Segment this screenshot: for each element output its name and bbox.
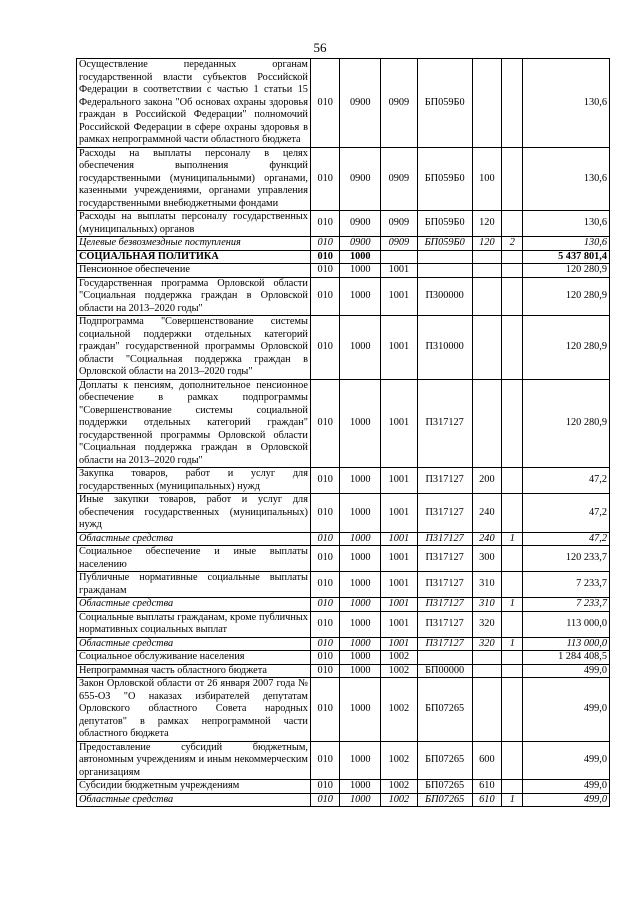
amount-cell: 120 280,9 [523,264,610,278]
expense-type-cell: 240 [472,494,501,533]
table-row [77,637,610,651]
funding-source-cell [502,59,523,148]
ministry-code-cell: 010 [310,651,339,665]
target-article-cell: БП059Б0 [417,211,472,237]
ministry-code-cell: 010 [310,468,339,494]
target-article-cell: П317127 [417,611,472,637]
funding-source-cell: 1 [502,793,523,807]
subsection-code-cell: 1001 [381,277,418,316]
row-name-cell: Областные средства [77,598,311,612]
subsection-code-cell: 1001 [381,532,418,546]
section-code-cell: 1000 [340,250,381,264]
amount-cell: 120 280,9 [523,379,610,468]
section-code-cell: 0900 [340,211,381,237]
ministry-code-cell: 010 [310,780,339,794]
target-article-cell: БП07265 [417,793,472,807]
amount-cell: 499,0 [523,664,610,678]
subsection-code-cell: 1002 [381,678,418,742]
subsection-code-cell: 1001 [381,611,418,637]
section-code-cell: 1000 [340,780,381,794]
target-article-cell: БП07265 [417,678,472,742]
ministry-code-cell: 010 [310,572,339,598]
table-row [77,598,610,612]
row-name-cell: Пенсионное обеспечение [77,264,311,278]
funding-source-cell [502,494,523,533]
section-code-cell: 1000 [340,598,381,612]
amount-cell: 120 233,7 [523,546,610,572]
expense-type-cell: 200 [472,468,501,494]
funding-source-cell [502,264,523,278]
section-code-cell: 1000 [340,316,381,380]
table-row [77,546,610,572]
amount-cell: 499,0 [523,678,610,742]
row-name-cell: Закон Орловской области от 26 января 2007 года № 655-ОЗ "О наказах избирателей депутатам Орловского областного Совета народных депутатов" в рамках непрограммной части областного бюджета [77,678,311,742]
section-code-cell: 1000 [340,546,381,572]
row-name-cell: Социальные выплаты гражданам, кроме публичных нормативных социальных выплат [77,611,311,637]
target-article-cell: БП00000 [417,664,472,678]
expense-type-cell: 300 [472,546,501,572]
target-article-cell [417,250,472,264]
section-code-cell: 0900 [340,59,381,148]
funding-source-cell [502,651,523,665]
row-name-cell: Государственная программа Орловской области "Социальная поддержка граждан в Орловской области на 2013–2020 годы" [77,277,311,316]
ministry-code-cell: 010 [310,611,339,637]
section-code-cell: 1000 [340,664,381,678]
table-row [77,277,610,316]
funding-source-cell: 1 [502,598,523,612]
amount-cell: 47,2 [523,494,610,533]
section-code-cell: 1000 [340,611,381,637]
target-article-cell: П317127 [417,468,472,494]
ministry-code-cell: 010 [310,598,339,612]
target-article-cell: БП059Б0 [417,59,472,148]
target-article-cell: П300000 [417,277,472,316]
subsection-code-cell: 0909 [381,211,418,237]
amount-cell: 47,2 [523,468,610,494]
ministry-code-cell: 010 [310,494,339,533]
section-code-cell: 1000 [340,741,381,780]
row-name-cell: Доплаты к пенсиям, дополнительное пенсионное обеспечение в рамках подпрограммы "Совершенствование системы социальной поддержки отдельных категорий граждан" государственной программы Орловской области "Социальная поддержка граждан в Орловской области на 2013–2020 годы" [77,379,311,468]
table-row [77,651,610,665]
funding-source-cell [502,741,523,780]
table-row [77,664,610,678]
table-row [77,316,610,380]
expense-type-cell: 320 [472,611,501,637]
funding-source-cell [502,678,523,742]
expense-type-cell [472,277,501,316]
expense-type-cell: 100 [472,147,501,211]
amount-cell: 7 233,7 [523,572,610,598]
subsection-code-cell [381,250,418,264]
row-name-cell: Социальное обеспечение и иные выплаты населению [77,546,311,572]
target-article-cell [417,264,472,278]
section-code-cell: 0900 [340,237,381,251]
table-row [77,147,610,211]
ministry-code-cell: 010 [310,793,339,807]
target-article-cell: П317127 [417,379,472,468]
row-name-cell: Иные закупки товаров, работ и услуг для обеспечения государственных (муниципальных) нужд [77,494,311,533]
section-code-cell: 1000 [340,572,381,598]
table-row [77,678,610,742]
subsection-code-cell: 0909 [381,147,418,211]
budget-table [76,58,610,807]
expense-type-cell: 120 [472,211,501,237]
table-row [77,741,610,780]
table-row [77,379,610,468]
target-article-cell: П317127 [417,637,472,651]
funding-source-cell [502,780,523,794]
ministry-code-cell: 010 [310,211,339,237]
funding-source-cell [502,147,523,211]
table-row [77,494,610,533]
funding-source-cell [502,211,523,237]
subsection-code-cell: 1002 [381,651,418,665]
amount-cell: 130,6 [523,147,610,211]
subsection-code-cell: 1001 [381,598,418,612]
target-article-cell: П317127 [417,494,472,533]
expense-type-cell: 610 [472,780,501,794]
expense-type-cell: 310 [472,598,501,612]
section-code-cell: 1000 [340,277,381,316]
funding-source-cell [502,468,523,494]
amount-cell: 130,6 [523,237,610,251]
amount-cell: 130,6 [523,59,610,148]
row-name-cell: СОЦИАЛЬНАЯ ПОЛИТИКА [77,250,311,264]
expense-type-cell: 240 [472,532,501,546]
ministry-code-cell: 010 [310,379,339,468]
target-article-cell: БП059Б0 [417,237,472,251]
funding-source-cell [502,277,523,316]
expense-type-cell [472,678,501,742]
amount-cell: 499,0 [523,793,610,807]
amount-cell: 7 233,7 [523,598,610,612]
funding-source-cell [502,664,523,678]
funding-source-cell [502,572,523,598]
amount-cell: 1 284 408,5 [523,651,610,665]
target-article-cell: П317127 [417,546,472,572]
row-name-cell: Субсидии бюджетным учреждениям [77,780,311,794]
row-name-cell: Осуществление переданных органам государственной власти субъектов Российской Федерации в соответствии с частью 1 статьи 15 Федерального закона "Об основах охраны здоровья граждан в Российской Федерации" полномочий Российской Федерации в сфере охраны здоровья в рамках непрограммной части областного бюджета [77,59,311,148]
amount-cell: 113 000,0 [523,611,610,637]
section-code-cell: 1000 [340,637,381,651]
table-row [77,211,610,237]
target-article-cell [417,651,472,665]
subsection-code-cell: 1001 [381,316,418,380]
section-code-cell: 1000 [340,264,381,278]
expense-type-cell [472,250,501,264]
funding-source-cell [502,611,523,637]
section-code-cell: 1000 [340,793,381,807]
ministry-code-cell: 010 [310,264,339,278]
section-code-cell: 1000 [340,651,381,665]
row-name-cell: Расходы на выплаты персоналу в целях обеспечения выполнения функций государственными (муниципальными) органами, казенными учреждениями, органами управления государственными внебюджетными фондами [77,147,311,211]
row-name-cell: Подпрограмма "Совершенствование системы социальной поддержки отдельных категорий граждан" государственной программы Орловской области "Социальная поддержка граждан в Орловской области на 2013–2020 годы" [77,316,311,380]
funding-source-cell [502,250,523,264]
ministry-code-cell: 010 [310,59,339,148]
page-number: 56 [313,40,327,55]
ministry-code-cell: 010 [310,316,339,380]
amount-cell: 499,0 [523,780,610,794]
table-row [77,264,610,278]
ministry-code-cell: 010 [310,147,339,211]
expense-type-cell: 610 [472,793,501,807]
row-name-cell: Социальное обслуживание населения [77,651,311,665]
expense-type-cell [472,379,501,468]
target-article-cell: П310000 [417,316,472,380]
ministry-code-cell: 010 [310,678,339,742]
row-name-cell: Закупка товаров, работ и услуг для государственных (муниципальных) нужд [77,468,311,494]
row-name-cell: Областные средства [77,637,311,651]
subsection-code-cell: 1002 [381,741,418,780]
funding-source-cell: 2 [502,237,523,251]
row-name-cell: Предоставление субсидий бюджетным, автономным учреждениям и иным некоммерческим организациям [77,741,311,780]
subsection-code-cell: 0909 [381,237,418,251]
amount-cell: 120 280,9 [523,316,610,380]
funding-source-cell: 1 [502,532,523,546]
budget-table-body [77,59,610,807]
table-row [77,793,610,807]
table-row [77,250,610,264]
amount-cell: 120 280,9 [523,277,610,316]
row-name-cell: Областные средства [77,793,311,807]
ministry-code-cell: 010 [310,532,339,546]
table-row [77,468,610,494]
target-article-cell: П317127 [417,598,472,612]
ministry-code-cell: 010 [310,664,339,678]
section-code-cell: 0900 [340,147,381,211]
expense-type-cell [472,664,501,678]
amount-cell: 499,0 [523,741,610,780]
ministry-code-cell: 010 [310,546,339,572]
table-row [77,532,610,546]
subsection-code-cell: 1001 [381,379,418,468]
row-name-cell: Расходы на выплаты персоналу государственных (муниципальных) органов [77,211,311,237]
table-row [77,611,610,637]
expense-type-cell [472,651,501,665]
amount-cell: 130,6 [523,211,610,237]
row-name-cell: Публичные нормативные социальные выплаты гражданам [77,572,311,598]
subsection-code-cell: 1002 [381,780,418,794]
subsection-code-cell: 1001 [381,637,418,651]
funding-source-cell [502,316,523,380]
funding-source-cell [502,546,523,572]
target-article-cell: П317127 [417,532,472,546]
amount-cell: 47,2 [523,532,610,546]
expense-type-cell [472,59,501,148]
expense-type-cell: 120 [472,237,501,251]
table-row [77,572,610,598]
section-code-cell: 1000 [340,532,381,546]
section-code-cell: 1000 [340,468,381,494]
ministry-code-cell: 010 [310,237,339,251]
subsection-code-cell: 1002 [381,664,418,678]
subsection-code-cell: 1001 [381,546,418,572]
table-row [77,780,610,794]
section-code-cell: 1000 [340,494,381,533]
ministry-code-cell: 010 [310,741,339,780]
ministry-code-cell: 010 [310,250,339,264]
subsection-code-cell: 1001 [381,264,418,278]
row-name-cell: Областные средства [77,532,311,546]
funding-source-cell [502,379,523,468]
target-article-cell: П317127 [417,572,472,598]
subsection-code-cell: 1001 [381,572,418,598]
target-article-cell: БП07265 [417,780,472,794]
row-name-cell: Непрограммная часть областного бюджета [77,664,311,678]
expense-type-cell: 600 [472,741,501,780]
expense-type-cell: 320 [472,637,501,651]
expense-type-cell: 310 [472,572,501,598]
amount-cell: 113 000,0 [523,637,610,651]
subsection-code-cell: 0909 [381,59,418,148]
section-code-cell: 1000 [340,379,381,468]
ministry-code-cell: 010 [310,277,339,316]
table-row [77,237,610,251]
subsection-code-cell: 1001 [381,468,418,494]
ministry-code-cell: 010 [310,637,339,651]
target-article-cell: БП07265 [417,741,472,780]
table-row [77,59,610,148]
subsection-code-cell: 1001 [381,494,418,533]
amount-cell: 5 437 801,4 [523,250,610,264]
subsection-code-cell: 1002 [381,793,418,807]
target-article-cell: БП059Б0 [417,147,472,211]
section-code-cell: 1000 [340,678,381,742]
row-name-cell: Целевые безвозмездные поступления [77,237,311,251]
expense-type-cell [472,264,501,278]
funding-source-cell: 1 [502,637,523,651]
expense-type-cell [472,316,501,380]
